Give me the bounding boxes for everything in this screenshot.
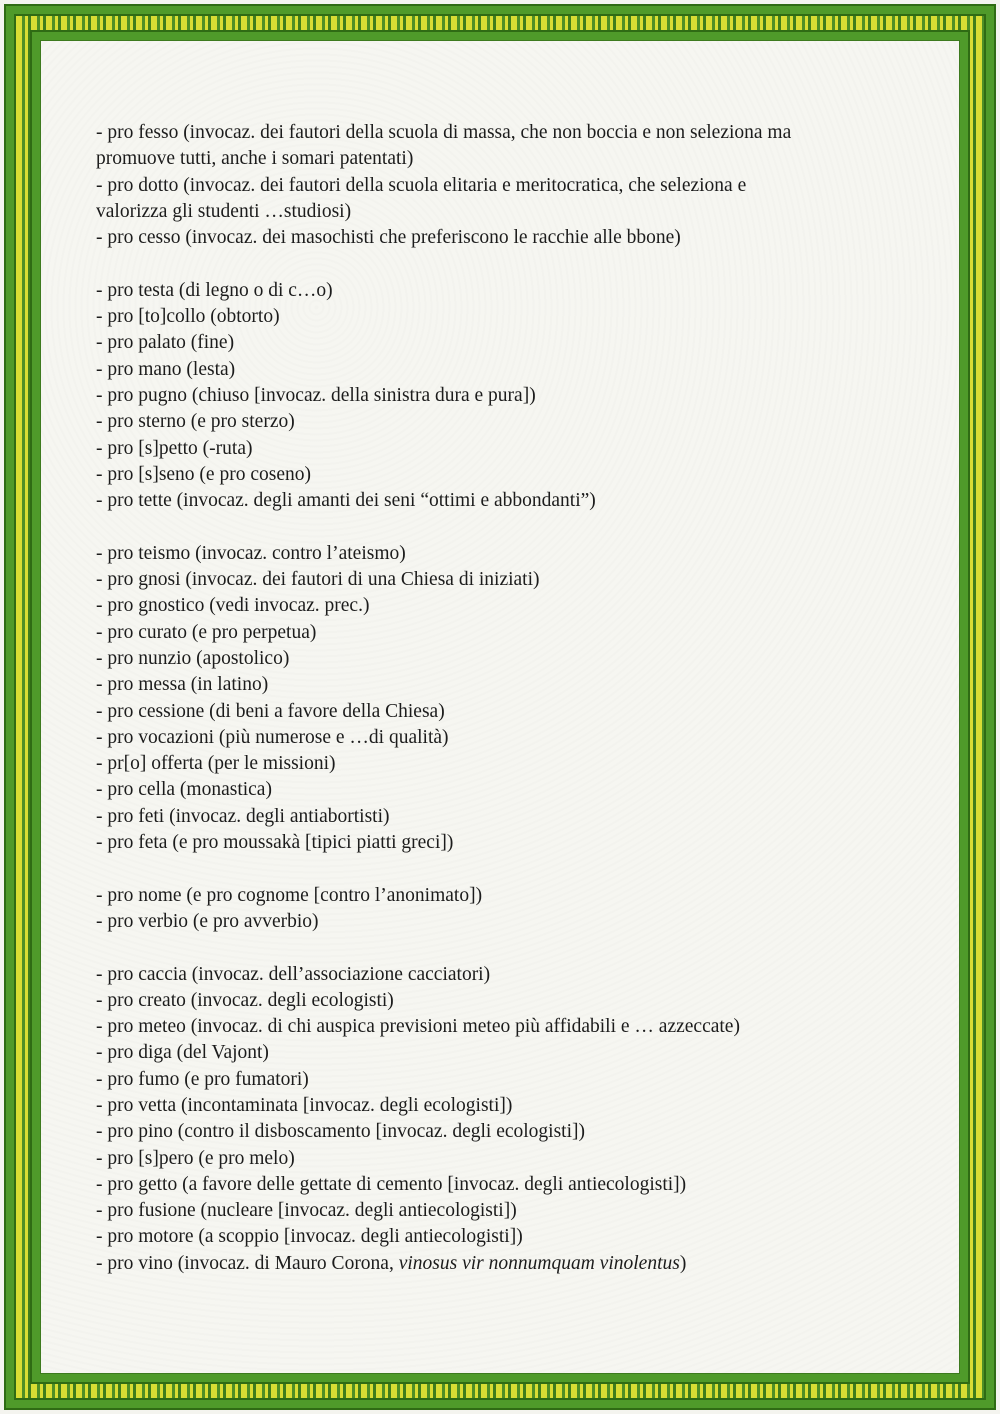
text-line: - pro fusione (nucleare [invocaz. degli antiecologisti]) — [96, 1200, 517, 1222]
text-line: - pro dotto (invocaz. dei fautori della scuola elitaria e meritocratica, che seleziona e — [96, 174, 747, 196]
text-block-environment — [96, 962, 916, 1278]
text-line: - pro gnostico (vedi invocaz. prec.) — [96, 595, 370, 617]
text-line: - pro cessione (di beni a favore della Chiesa) — [96, 700, 445, 722]
text-fragment: ) — [679, 1252, 687, 1274]
text-line: - pro fumo (e pro fumatori) — [96, 1068, 309, 1090]
text-line: - pro [s]pero (e pro melo) — [96, 1147, 295, 1169]
text-line: valorizza gli studenti …studiosi) — [96, 200, 352, 222]
text-line: - pro vocazioni (più numerose e …di qualità) — [96, 726, 449, 748]
text-line: - pro verbio (e pro avverbio) — [96, 910, 319, 932]
text-block-religion — [96, 541, 916, 857]
text-fragment: - pro vino (invocaz. di Mauro Corona, — [96, 1252, 399, 1274]
text-line: promuove tutti, anche i somari patentati) — [96, 148, 414, 170]
text-line: - pro feta (e pro moussakà [tipici piatti greci]) — [96, 832, 454, 854]
text-line: - pro caccia (invocaz. dell’associazione cacciatori) — [96, 963, 491, 985]
text-line: - pro cella (monastica) — [96, 779, 272, 801]
text-line: - pro creato (invocaz. degli ecologisti) — [96, 989, 394, 1011]
text-line: - pro messa (in latino) — [96, 674, 269, 696]
text-line: - pro sterno (e pro sterzo) — [96, 411, 295, 433]
text-line: - pro curato (e pro perpetua) — [96, 621, 317, 643]
text-line: - pro [to]collo (obtorto) — [96, 306, 280, 328]
text-line: - pro fesso (invocaz. dei fautori della scuola di massa, che non boccia e non seleziona ma — [96, 122, 792, 143]
text-line: - pro nome (e pro cognome [contro l’anonimato]) — [96, 884, 483, 906]
text-line: - pro pugno (chiuso [invocaz. della sinistra dura e pura]) — [96, 384, 536, 406]
text-line: - pro mano (lesta) — [96, 358, 236, 380]
text-line: - pro vetta (incontaminata [invocaz. degli ecologisti]) — [96, 1094, 513, 1116]
paragraph-gap — [96, 514, 916, 540]
text-line-last — [96, 1251, 916, 1277]
text-line: - pro testa (di legno o di c…o) — [96, 279, 333, 301]
text-line: - pro palato (fine) — [96, 332, 235, 354]
latin-quote-italic: vinosus vir nonnumquam vinolentus — [398, 1252, 680, 1274]
text-line: - pro feti (invocaz. degli antiabortisti) — [96, 805, 390, 827]
text-line: - pro tette (invocaz. degli amanti dei seni “ottimi e abbondanti”) — [96, 490, 596, 512]
text-line: - pro nunzio (apostolico) — [96, 647, 290, 669]
text-line: - pro meteo (invocaz. di chi auspica previsioni meteo più affidabili e … azzeccate) — [96, 1016, 740, 1038]
paragraph-gap — [96, 856, 916, 882]
paragraph-gap — [96, 251, 916, 277]
text-block-grammar — [96, 883, 916, 936]
text-line: - pro motore (a scoppio [invocaz. degli antiecologisti]) — [96, 1226, 523, 1248]
text-line: - pro [s]petto (-ruta) — [96, 437, 253, 459]
text-block-school — [96, 120, 916, 251]
text-block-body — [96, 278, 916, 515]
document-body — [96, 120, 916, 1277]
text-line: - pro diga (del Vajont) — [96, 1042, 269, 1064]
text-line: - pro gnosi (invocaz. dei fautori di una Chiesa di iniziati) — [96, 569, 540, 591]
text-line: - pro teismo (invocaz. contro l’ateismo) — [96, 542, 406, 564]
text-line: - pro [s]seno (e pro coseno) — [96, 463, 311, 485]
text-line: - pro pino (contro il disboscamento [invocaz. degli ecologisti]) — [96, 1121, 585, 1143]
text-line: - pro getto (a favore delle gettate di cemento [invocaz. degli antiecologisti]) — [96, 1173, 687, 1195]
text-line: - pro cesso (invocaz. dei masochisti che preferiscono le racchie alle bbone) — [96, 227, 681, 249]
text-line: - pr[o] offerta (per le missioni) — [96, 753, 336, 775]
paragraph-gap — [96, 935, 916, 961]
